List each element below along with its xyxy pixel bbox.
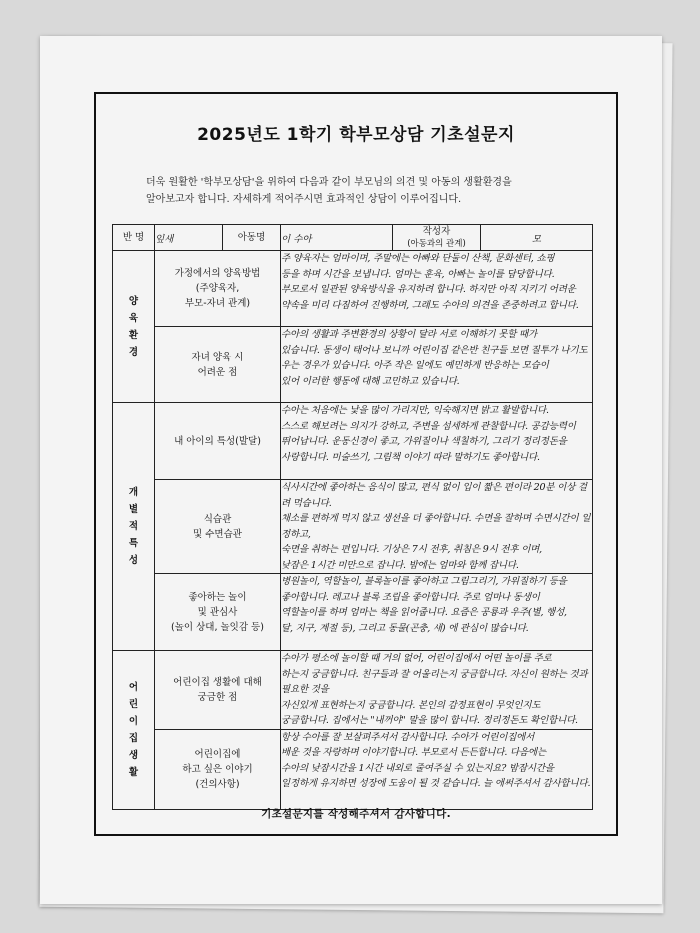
closing-message: 기초설문지를 작성해주셔서 감사합니다. bbox=[261, 808, 451, 820]
class-label: 반 명 bbox=[113, 225, 155, 251]
question-row bbox=[113, 327, 593, 403]
intro-line: 더욱 원활한 '학부모상담'을 위하여 다음과 같이 부모님의 의견 및 아동의 생활환경을 bbox=[146, 177, 512, 188]
section-label: 양 육 환 경 bbox=[113, 251, 155, 403]
section-label: 개 별 적 특 성 bbox=[113, 403, 155, 651]
child-name-value: 이 수아 bbox=[281, 225, 393, 251]
writer-value: 모 bbox=[481, 225, 593, 251]
question-label: 어린이집에 하고 싶은 이야기 (건의사항) bbox=[155, 729, 281, 809]
question-row bbox=[113, 574, 593, 651]
question-label: 자녀 양육 시 어려운 점 bbox=[155, 327, 281, 403]
paper-sheet bbox=[40, 36, 662, 904]
question-label: 내 아이의 특성(발달) bbox=[155, 403, 281, 480]
question-row bbox=[113, 729, 593, 809]
header-row bbox=[113, 225, 593, 251]
question-row bbox=[113, 651, 593, 730]
survey-table bbox=[112, 224, 593, 810]
question-label: 가정에서의 양육방법 (주양육자, 부모-자녀 관계) bbox=[155, 251, 281, 327]
answer-text: 수아가 평소에 놀이할 때 거의 없어, 어린이집에서 어떤 놀이를 주로 하는지 궁금합니다. 친구들과 잘 어울리는지 궁금합니다. 자신이 원하는 것과 필요한 것을 자신있게 표현하는지 궁금합니다. 본인의 감정표현이 무엇인지도 궁금합니다. 집에서는 "내꺼야" 말을 많이 합니다. 정리정돈도 확인합니다. bbox=[281, 651, 593, 730]
writer-label bbox=[393, 225, 481, 251]
intro-line: 알아보고자 합니다. 자세하게 적어주시면 효과적인 상담이 이루어집니다. bbox=[146, 194, 462, 205]
writer-label-main: 작성자 bbox=[422, 225, 451, 237]
question-label: 식습관 및 수면습관 bbox=[155, 480, 281, 574]
intro-text bbox=[146, 174, 586, 208]
section-label: 어 린 이 집 생 활 bbox=[113, 651, 155, 810]
document-title: 2025년도 1학기 학부모상담 기초설문지 bbox=[197, 125, 515, 145]
question-label: 어린이집 생활에 대해 궁금한 점 bbox=[155, 651, 281, 730]
answer-text: 식사시간에 좋아하는 음식이 많고, 편식 없이 입이 짧은 편이라 20분 이상 걸려 먹습니다. 채소를 편하게 먹지 않고 생선을 더 좋아합니다. 수면을 잘하며 수면시간이 일정하고, 숙면을 취하는 편입니다. 기상은 7시 전후, 취침은 9시 전후 이며, 낮잠은 1시간 미만으로 잡니다. 밤에는 엄마와 함께 잡니다. bbox=[281, 480, 593, 574]
answer-text: 수아의 생활과 주변환경의 상황이 달라 서로 이해하기 못할 때가 있습니다. 동생이 태어나 보니까 어린이집 같은반 친구들 보면 질투가 나기도 우는 경우가 있습니다. 아주 작은 일에도 예민하게 반응하는 모습이 있어 이러한 행동에 대해 고민하고 있습니다. bbox=[281, 327, 593, 403]
question-row bbox=[113, 251, 593, 327]
answer-text: 병원놀이, 역할놀이, 블록놀이를 좋아하고 그림그리기, 가위질하기 등을 좋아합니다. 레고나 블록 조립을 좋아합니다. 주로 엄마나 동생이 역할놀이를 하며 엄마는 책을 읽어줍니다. 요즘은 공룡과 우주(별, 행성, 달, 지구, 계절 등), 그리고 동물(곤충, 새) 에 관심이 많습니다. bbox=[281, 574, 593, 651]
child-name-label: 아동명 bbox=[223, 225, 281, 251]
class-value: 잎새 bbox=[155, 225, 223, 251]
question-label: 좋아하는 놀이 및 관심사 (놀이 상대, 놀잇감 등) bbox=[155, 574, 281, 651]
question-row bbox=[113, 480, 593, 574]
writer-label-sub: (아동과의 관계) bbox=[407, 238, 466, 249]
question-row bbox=[113, 403, 593, 480]
answer-text: 주 양육자는 엄마이며, 주말에는 아빠와 단둘이 산책, 문화센터, 쇼핑 등을 하며 시간을 보냅니다. 엄마는 훈육, 아빠는 놀이를 담당합니다. 부모로서 일관된 양육방식을 유지하려 합니다. 하지만 아직 지키기 어려운 약속을 미리 다짐하여 진행하며, 그래도 수아의 의견을 존중하려고 합니다. bbox=[281, 251, 593, 327]
answer-text: 수아는 처음에는 낯을 많이 가리지만, 익숙해지면 밝고 활발합니다. 스스로 해보려는 의지가 강하고, 주변을 섬세하게 관찰합니다. 공감능력이 뛰어납니다. 운동신경이 좋고, 가위질이나 색칠하기, 그리기 정리정돈을 사랑합니다. 미술쓰기, 그림책 이야기 따라 말하기도 좋아합니다. bbox=[281, 403, 593, 480]
form-frame bbox=[94, 92, 618, 836]
answer-text: 항상 수아를 잘 보살펴주셔서 감사합니다. 수아가 어린이집에서 배운 것을 자랑하며 이야기합니다. 부모로서 든든합니다. 다음에는 수아의 낮잠시간을 1시간 내외로 줄여주실 수 있는지요? 밤잠시간을 일정하게 유지하면 성장에 도움이 될 것 같습니다. 늘 애써주셔서 감사합니다. bbox=[281, 729, 593, 809]
